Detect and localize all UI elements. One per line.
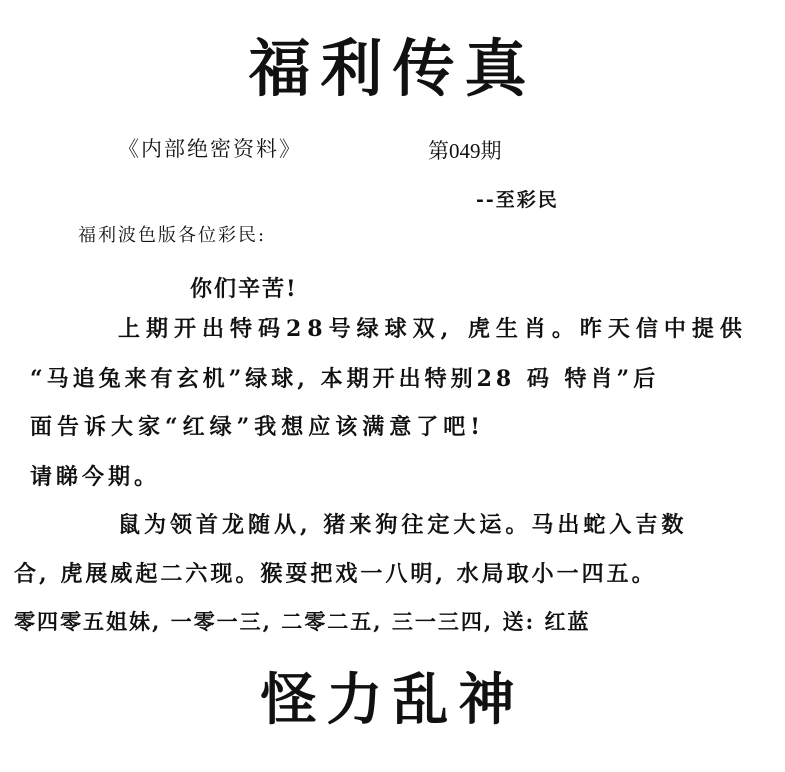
footer-title: 怪力乱神 <box>260 667 525 733</box>
letter-line-5: 鼠为领首龙随从, 猪来狗往定大运。马出蛇入吉数 <box>118 512 688 538</box>
letter-line-7: 零四零五姐妹, 一零一三, 二零二五, 三一三四, 送: 红蓝 <box>14 609 591 634</box>
page-title: 福利传真 <box>248 32 537 105</box>
letter-greeting: 福利波色版各位彩民: <box>78 225 267 246</box>
issue-number: 第049期 <box>428 139 502 163</box>
letter-line-6: 合, 虎展威起二六现。猴耍把戏一八明, 水局取小一四五。 <box>14 561 657 587</box>
document-subtitle: 《内部绝密资料》 <box>118 137 302 161</box>
letter-line-3: 面告诉大家“红绿”我想应该满意了吧! <box>30 414 485 440</box>
letter-line-4: 请睇今期。 <box>30 464 161 490</box>
letter-line-2: “马追兔来有玄机”绿球, 本期开出特别28 码 特肖”后 <box>30 366 660 392</box>
signature-line: --至彩民 <box>476 189 559 211</box>
letter-thanks: 你们辛苦! <box>190 276 298 302</box>
letter-line-1: 上期开出特码28号绿球双, 虎生肖。昨天信中提供 <box>118 316 748 342</box>
